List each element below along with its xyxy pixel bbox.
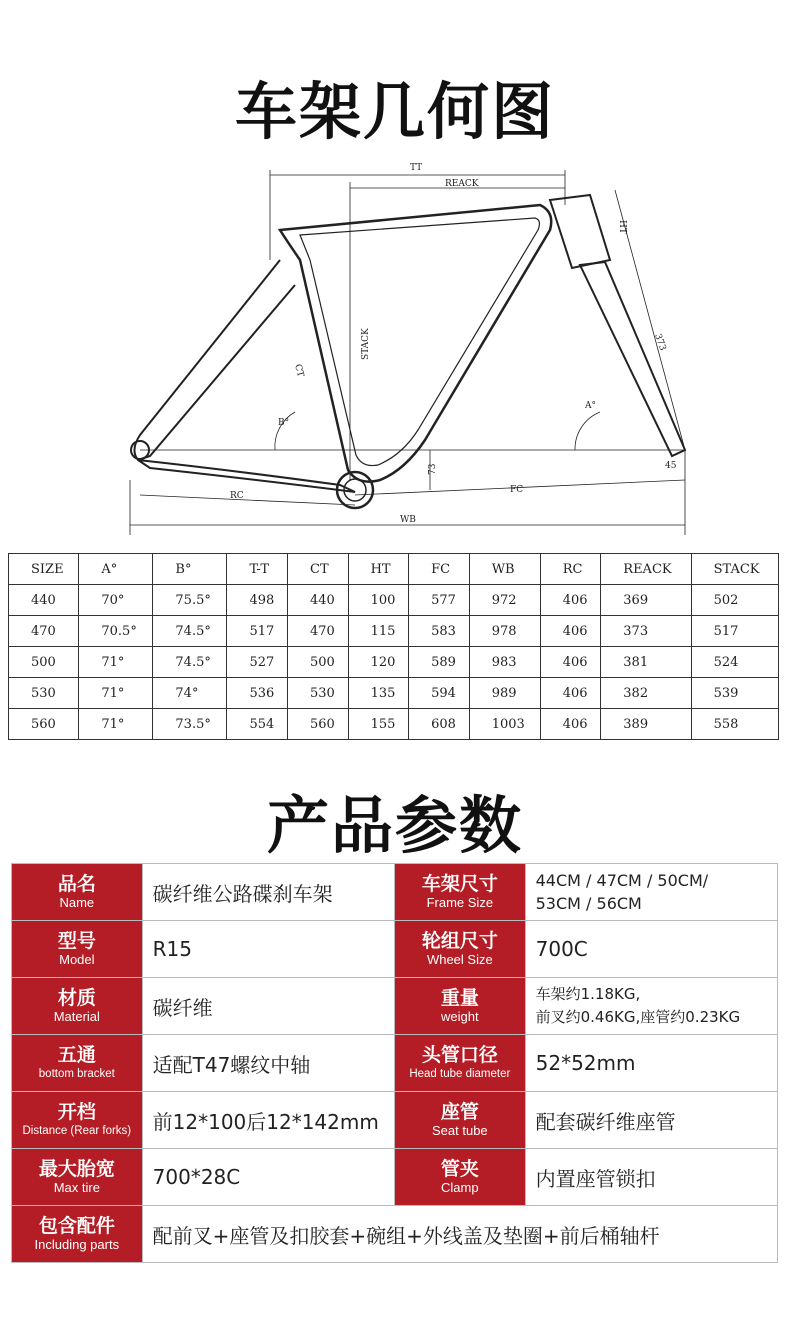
table-cell: 583 <box>409 616 470 647</box>
table-cell: 524 <box>691 647 778 678</box>
header-cell: A° <box>79 554 153 585</box>
table-row <box>9 616 779 647</box>
fork-length-label: 373 <box>652 332 668 353</box>
table-cell: 115 <box>348 616 409 647</box>
stack-label: STACK <box>361 328 371 360</box>
label-zh: 开档 <box>57 1101 96 1123</box>
table-cell: 75.5° <box>153 585 227 616</box>
label-zh: 包含配件 <box>38 1215 115 1237</box>
wheel-size-label <box>395 921 526 978</box>
table-cell: 470 <box>288 616 349 647</box>
wb-label: WB <box>400 515 416 525</box>
table-cell: 382 <box>601 678 691 709</box>
label-zh: 材质 <box>57 987 96 1009</box>
header-cell: FC <box>409 554 470 585</box>
table-cell: 155 <box>348 709 409 740</box>
table-cell: 440 <box>288 585 349 616</box>
name-label <box>12 864 143 921</box>
params-title: 产品参数 <box>266 789 523 862</box>
frame-size-line1: 44CM / 47CM / 50CM/ <box>535 871 709 890</box>
material-label <box>12 978 143 1035</box>
geometry-table-header <box>9 554 779 585</box>
spec-row <box>12 1149 778 1206</box>
header-cell: B° <box>153 554 227 585</box>
header-cell: WB <box>469 554 540 585</box>
label-en: Name <box>59 895 95 910</box>
spec-table <box>11 863 778 1263</box>
table-cell: 536 <box>227 678 288 709</box>
label-zh: 管夹 <box>440 1158 479 1180</box>
table-row <box>9 585 779 616</box>
table-row <box>9 709 779 740</box>
label-en: Model <box>59 952 95 967</box>
frame-size-value <box>525 864 777 921</box>
a-angle-label: A° <box>585 401 596 411</box>
label-en: Material <box>53 1009 100 1024</box>
table-cell: 100 <box>348 585 409 616</box>
geometry-table <box>8 553 779 740</box>
label-en: Seat tube <box>432 1123 488 1138</box>
table-cell: 406 <box>540 616 601 647</box>
table-cell: 589 <box>409 647 470 678</box>
table-cell: 500 <box>9 647 79 678</box>
table-cell: 406 <box>540 678 601 709</box>
label-en: Including parts <box>34 1237 120 1252</box>
table-cell: 406 <box>540 647 601 678</box>
parts-value: 配前叉+座管及扣胶套+碗组+外线盖及垫圈+前后桶轴杆 <box>142 1206 777 1263</box>
seat-tube-value: 配套碳纤维座管 <box>525 1092 777 1149</box>
label-zh: 型号 <box>57 930 96 952</box>
table-cell: 120 <box>348 647 409 678</box>
spacing-value: 前12*100后12*142mm <box>142 1092 394 1149</box>
b-angle-label: B° <box>278 418 290 428</box>
header-cell: RC <box>540 554 601 585</box>
table-cell: 406 <box>540 709 601 740</box>
label-zh: 重量 <box>440 987 479 1009</box>
table-cell: 389 <box>601 709 691 740</box>
table-cell: 381 <box>601 647 691 678</box>
wheel-size-value: 700C <box>525 921 777 978</box>
table-row <box>9 678 779 709</box>
reack-label: REACK <box>445 179 479 189</box>
table-cell: 70.5° <box>79 616 153 647</box>
table-cell: 594 <box>409 678 470 709</box>
max-tire-value: 700*28C <box>142 1149 394 1206</box>
table-cell: 500 <box>288 647 349 678</box>
ht-label: HT <box>617 220 627 234</box>
table-cell: 502 <box>691 585 778 616</box>
table-cell: 71° <box>79 647 153 678</box>
spec-row <box>12 978 778 1035</box>
table-cell: 983 <box>469 647 540 678</box>
bb-drop-label: 73 <box>428 463 438 475</box>
header-cell: STACK <box>691 554 778 585</box>
name-value: 碳纤维公路碟刹车架 <box>142 864 394 921</box>
table-cell: 560 <box>9 709 79 740</box>
label-en: weight <box>441 1009 479 1024</box>
table-cell: 972 <box>469 585 540 616</box>
bb-value: 适配T47螺纹中轴 <box>142 1035 394 1092</box>
weight-line1: 车架约1.18KG, <box>535 985 641 1003</box>
frame-size-label <box>395 864 526 921</box>
geometry-title: 车架几何图 <box>234 75 555 148</box>
label-en: Distance (Rear forks) <box>22 1125 132 1137</box>
label-en: bottom bracket <box>38 1068 115 1080</box>
table-cell: 135 <box>348 678 409 709</box>
table-cell: 498 <box>227 585 288 616</box>
table-cell: 539 <box>691 678 778 709</box>
spec-row <box>12 1206 778 1263</box>
table-cell: 74° <box>153 678 227 709</box>
table-cell: 554 <box>227 709 288 740</box>
spacing-label <box>12 1092 143 1149</box>
weight-value <box>525 978 777 1035</box>
offset-label: 45 <box>665 461 677 471</box>
label-en: Head tube diameter <box>409 1068 511 1080</box>
spec-row <box>12 921 778 978</box>
frame-geometry-diagram <box>110 150 710 535</box>
model-value: R15 <box>142 921 394 978</box>
table-cell: 71° <box>79 678 153 709</box>
material-value: 碳纤维 <box>142 978 394 1035</box>
label-zh: 轮组尺寸 <box>421 930 498 952</box>
table-cell: 74.5° <box>153 616 227 647</box>
head-tube-label <box>395 1035 526 1092</box>
table-cell: 71° <box>79 709 153 740</box>
spec-row <box>12 1092 778 1149</box>
table-cell: 978 <box>469 616 540 647</box>
table-cell: 369 <box>601 585 691 616</box>
fc-label: FC <box>510 485 524 495</box>
label-en: Wheel Size <box>426 952 493 967</box>
table-cell: 470 <box>9 616 79 647</box>
table-cell: 73.5° <box>153 709 227 740</box>
table-cell: 530 <box>288 678 349 709</box>
clamp-value: 内置座管锁扣 <box>525 1149 777 1206</box>
label-zh: 品名 <box>57 873 96 895</box>
label-zh: 最大胎宽 <box>38 1158 115 1180</box>
bb-label <box>12 1035 143 1092</box>
header-cell: CT <box>288 554 349 585</box>
header-cell: REACK <box>601 554 691 585</box>
model-label <box>12 921 143 978</box>
ct-label: CT <box>292 363 306 379</box>
table-cell: 530 <box>9 678 79 709</box>
frame-size-line2: 53CM / 56CM <box>535 894 642 913</box>
weight-line2: 前叉约0.46KG,座管约0.23KG <box>535 1008 741 1026</box>
table-cell: 577 <box>409 585 470 616</box>
weight-label <box>395 978 526 1035</box>
table-cell: 517 <box>227 616 288 647</box>
seat-tube-label <box>395 1092 526 1149</box>
table-cell: 406 <box>540 585 601 616</box>
rc-label: RC <box>230 491 244 501</box>
label-zh: 座管 <box>440 1101 479 1123</box>
header-cell: SIZE <box>9 554 79 585</box>
table-cell: 440 <box>9 585 79 616</box>
table-cell: 558 <box>691 709 778 740</box>
tt-label: TT <box>410 163 423 173</box>
table-cell: 517 <box>691 616 778 647</box>
parts-label <box>12 1206 143 1263</box>
table-cell: 1003 <box>469 709 540 740</box>
table-cell: 527 <box>227 647 288 678</box>
label-en: Frame Size <box>426 895 494 910</box>
head-tube-value: 52*52mm <box>525 1035 777 1092</box>
label-zh: 头管口径 <box>421 1044 498 1066</box>
table-cell: 373 <box>601 616 691 647</box>
label-zh: 车架尺寸 <box>421 873 498 895</box>
table-cell: 989 <box>469 678 540 709</box>
table-cell: 70° <box>79 585 153 616</box>
table-cell: 560 <box>288 709 349 740</box>
header-cell: HT <box>348 554 409 585</box>
spec-row <box>12 864 778 921</box>
label-en: Max tire <box>53 1180 100 1195</box>
spec-row <box>12 1035 778 1092</box>
max-tire-label <box>12 1149 143 1206</box>
table-cell: 74.5° <box>153 647 227 678</box>
header-cell: T-T <box>227 554 288 585</box>
table-cell: 608 <box>409 709 470 740</box>
label-en: Clamp <box>441 1180 479 1195</box>
label-zh: 五通 <box>57 1044 96 1066</box>
clamp-label <box>395 1149 526 1206</box>
table-row <box>9 647 779 678</box>
